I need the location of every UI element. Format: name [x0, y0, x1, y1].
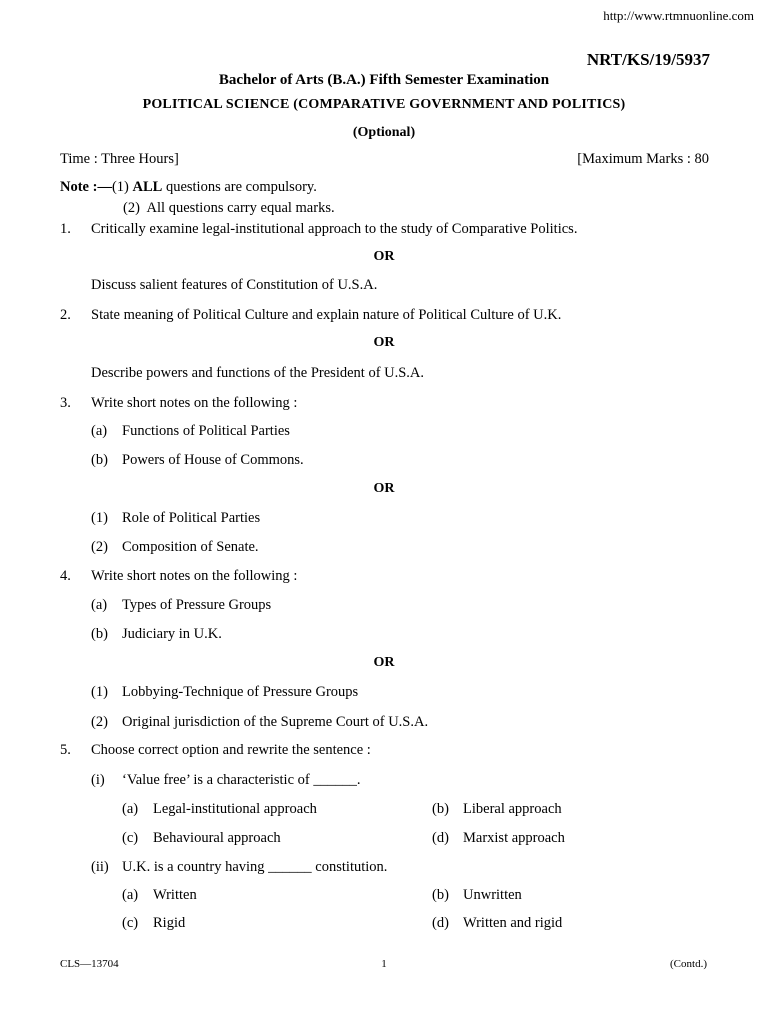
q5-i-d-label: (d) [432, 830, 449, 846]
optional-label: (Optional) [352, 125, 416, 140]
q5-ii-d-label: (d) [432, 915, 449, 931]
continued-label: (Contd.) [670, 958, 707, 970]
q5-number: 5. [60, 742, 71, 758]
q5-i-c-option: Behavioural approach [153, 830, 281, 846]
q3-alt-2-text: Composition of Senate. [122, 539, 259, 555]
q4-a-label: (a) [91, 597, 108, 613]
q5-i-a-option: Legal-institutional approach [153, 801, 317, 817]
q1-alternative: Discuss salient features of Constitution of U.S.A. [91, 277, 378, 293]
q5-ii-b-option: Unwritten [463, 887, 522, 903]
q4-or: OR [373, 655, 395, 670]
q2-number: 2. [60, 307, 71, 323]
q5-i-c-label: (c) [122, 830, 139, 846]
q3-alt-1-label: (1) [91, 510, 108, 526]
q1-or: OR [373, 249, 395, 264]
q5-ii-a-label: (a) [122, 887, 139, 903]
q5-i-d-option: Marxist approach [463, 830, 565, 846]
note-line-1 [60, 179, 317, 196]
q4-number: 4. [60, 568, 71, 584]
paper-code: NRT/KS/19/5937 [586, 50, 710, 69]
note-2-text: All questions carry equal marks. [146, 200, 335, 216]
note-label: Note :— [60, 179, 112, 195]
q1-text: Critically examine legal-institutional approach to the study of Comparative Politics. [91, 221, 578, 237]
q4-alt-1-label: (1) [91, 684, 108, 700]
q4-alt-2-text: Original jurisdiction of the Supreme Court of U.S.A. [122, 714, 429, 730]
q5-i-a-label: (a) [122, 801, 139, 817]
q3-b-text: Powers of House of Commons. [122, 452, 304, 468]
q4-alt-2-label: (2) [91, 714, 108, 730]
exam-title: Bachelor of Arts (B.A.) Fifth Semester Examination [218, 72, 550, 88]
q5-ii-a-option: Written [153, 887, 197, 903]
footer-code: CLS—13704 [60, 958, 119, 970]
q3-alt-1-text: Role of Political Parties [122, 510, 261, 526]
q3-alt-2-label: (2) [91, 539, 108, 555]
subject-title: POLITICAL SCIENCE (COMPARATIVE GOVERNMENT AND POLITICS) [142, 97, 626, 112]
note-1-emphasis: ALL [132, 179, 163, 195]
q3-b-label: (b) [91, 452, 108, 468]
note-2-number: (2) [123, 200, 140, 216]
q3-or: OR [373, 481, 395, 496]
q4-alt-1-text: Lobbying-Technique of Pressure Groups [122, 684, 359, 700]
q5-i-b-label: (b) [432, 801, 449, 817]
q5-ii-c-option: Rigid [153, 915, 186, 931]
q3-number: 3. [60, 395, 71, 411]
q4-a-text: Types of Pressure Groups [122, 597, 272, 613]
q5-i-b-option: Liberal approach [463, 801, 562, 817]
q5-ii-text: U.K. is a country having ______ constitution. [122, 859, 388, 875]
q4-b-text: Judiciary in U.K. [122, 626, 222, 642]
source-url[interactable]: http://www.rtmnuonline.com [603, 8, 754, 23]
q3-text: Write short notes on the following : [91, 395, 298, 411]
note-1-number: (1) [111, 179, 129, 195]
q4-text: Write short notes on the following : [91, 568, 298, 584]
q5-i-text: ‘Value free’ is a characteristic of ______. [122, 772, 361, 788]
note-line-2 [123, 200, 335, 217]
q5-i-label: (i) [91, 772, 105, 788]
q2-or: OR [373, 335, 395, 350]
q2-text: State meaning of Political Culture and explain nature of Political Culture of U.K. [91, 307, 562, 323]
q3-a-label: (a) [91, 423, 108, 439]
page-number: 1 [381, 958, 387, 970]
q5-ii-label: (ii) [91, 859, 109, 875]
q5-ii-c-label: (c) [122, 915, 139, 931]
q5-ii-d-option: Written and rigid [463, 915, 563, 931]
time-allowed: Time : Three Hours] [60, 151, 179, 167]
q4-b-label: (b) [91, 626, 108, 642]
maximum-marks: [Maximum Marks : 80 [577, 151, 709, 167]
q1-number: 1. [60, 221, 71, 237]
q2-alternative: Describe powers and functions of the President of U.S.A. [91, 365, 425, 381]
q5-ii-b-label: (b) [432, 887, 449, 903]
q3-a-text: Functions of Political Parties [122, 423, 290, 439]
q5-text: Choose correct option and rewrite the sentence : [91, 742, 371, 758]
note-1-text: questions are compulsory. [165, 179, 317, 195]
